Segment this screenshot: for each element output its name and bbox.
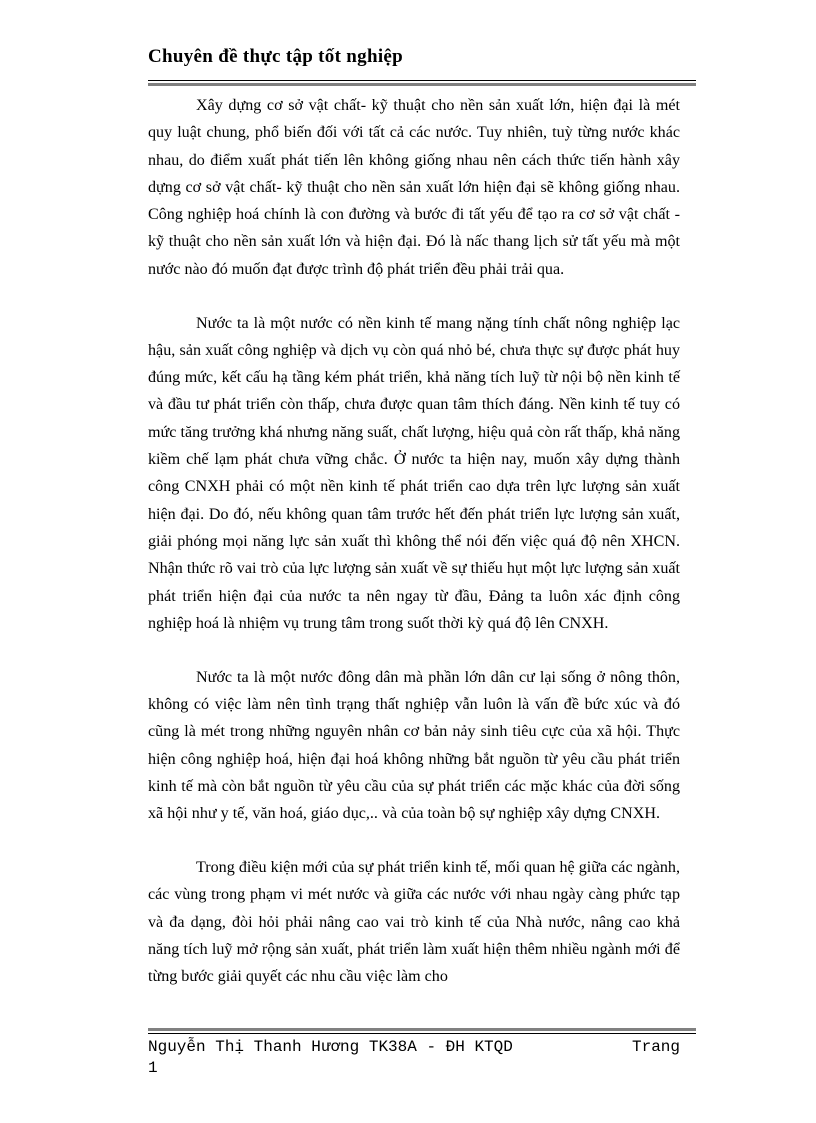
page-header-title: Chuyên đề thực tập tốt nghiệp — [148, 46, 403, 67]
footer-page-number: 1 — [148, 1059, 158, 1077]
paragraph-4: Trong điều kiện mới của sự phát triển kinh tế, mối quan hệ giữa các ngành, các vùng trong phạm vi mét nước và giữa các nước với nhau ngày càng phức tạp và đa dạng, đòi hỏi phải nâng cao vai trò kinh tế của Nhà nước, nâng cao khả năng tích luỹ mở rộng sản xuất, phát triển làm xuất hiện thêm nhiều ngành mới để từng bước giải quyết các nhu cầu việc làm cho — [148, 858, 680, 986]
footer-author: Nguyễn Thị Thanh Hương TK38A - ĐH KTQD — [148, 1038, 513, 1056]
paragraph-1: Xây dựng cơ sở vật chất- kỹ thuật cho nền sản xuất lớn, hiện đại là mét quy luật chung, phổ biến đối với tất cả các nước. Tuy nhiên, tuỳ từng nước khác nhau, do điểm xuất phát tiến lên không giống nhau nên cách thức tiến hành xây dựng cơ sở vật chất- kỹ thuật cho nền sản xuất lớn hiện đại sẽ không giống nhau. Công nghiệp hoá chính là con đường và bước đi tất yếu để tạo ra cơ sở vật chất - kỹ thuật cho nền sản xuất lớn và hiện đại. Đó là nấc thang lịch sử tất yếu mà một nước nào đó muốn đạt được trình độ phát triển đều phải trải qua. — [148, 97, 680, 278]
page-footer — [148, 1037, 680, 1078]
header-divider-thick-line — [148, 83, 696, 86]
header-divider — [148, 80, 696, 86]
footer-page-label: Trang — [631, 1038, 680, 1056]
footer-divider-thin-line — [148, 1033, 696, 1034]
footer-divider — [148, 1028, 696, 1034]
paragraph-2: Nước ta là một nước có nền kinh tế mang nặng tính chất nông nghiệp lạc hậu, sản xuất công nghiệp và dịch vụ còn quá nhỏ bé, chưa thực sự được phát huy đúng mức, kết cấu hạ tầng kém phát triển, khả năng tích luỹ từ nội bộ nền kinh tế và đầu tư phát triển còn thấp, chưa được quan tâm thích đáng. Nền kinh tế tuy có mức tăng trưởng khá nhưng năng suất, chất lượng, hiệu quả còn rất thấp, khả năng kiềm chế lạm phát chưa vững chắc. Ở nước ta hiện nay, muốn xây dựng thành công CNXH phải có một nền kinh tế phát triển cao dựa trên lực lượng sản xuất hiện đại. Do đó, nếu không quan tâm trước hết đến phát triển lực lượng sản xuất, giải phóng mọi năng lực sản xuất thì không thể nói đến việc quá độ nên XHCN. Nhận thức rõ vai trò của lực lượng sản xuất về sự thiếu hụt một lực lượng sản xuất phát triển hiện đại của nước ta nên ngay từ đầu, Đảng ta luôn xác định công nghiệp hoá là nhiệm vụ trung tâm trong suốt thời kỳ quá độ lên CNXH. — [148, 314, 680, 632]
document-body — [148, 92, 680, 1017]
paragraph-3: Nước ta là một nước đông dân mà phần lớn dân cư lại sống ở nông thôn, không có việc làm nên tình trạng thất nghiệp vẫn luôn là vấn đề bức xúc và đó cũng là mét trong những nguyên nhân cơ bản nảy sinh tiêu cực của xã hội. Thực hiện công nghiệp hoá, hiện đại hoá không những bắt nguồn từ yêu cầu phát triển kinh tế mà còn bắt nguồn từ yêu cầu của sự phát triển các mặc khác của đời sống xã hội như y tế, văn hoá, giáo dục,.. và của toàn bộ sự nghiệp xây dựng CNXH. — [148, 668, 680, 823]
